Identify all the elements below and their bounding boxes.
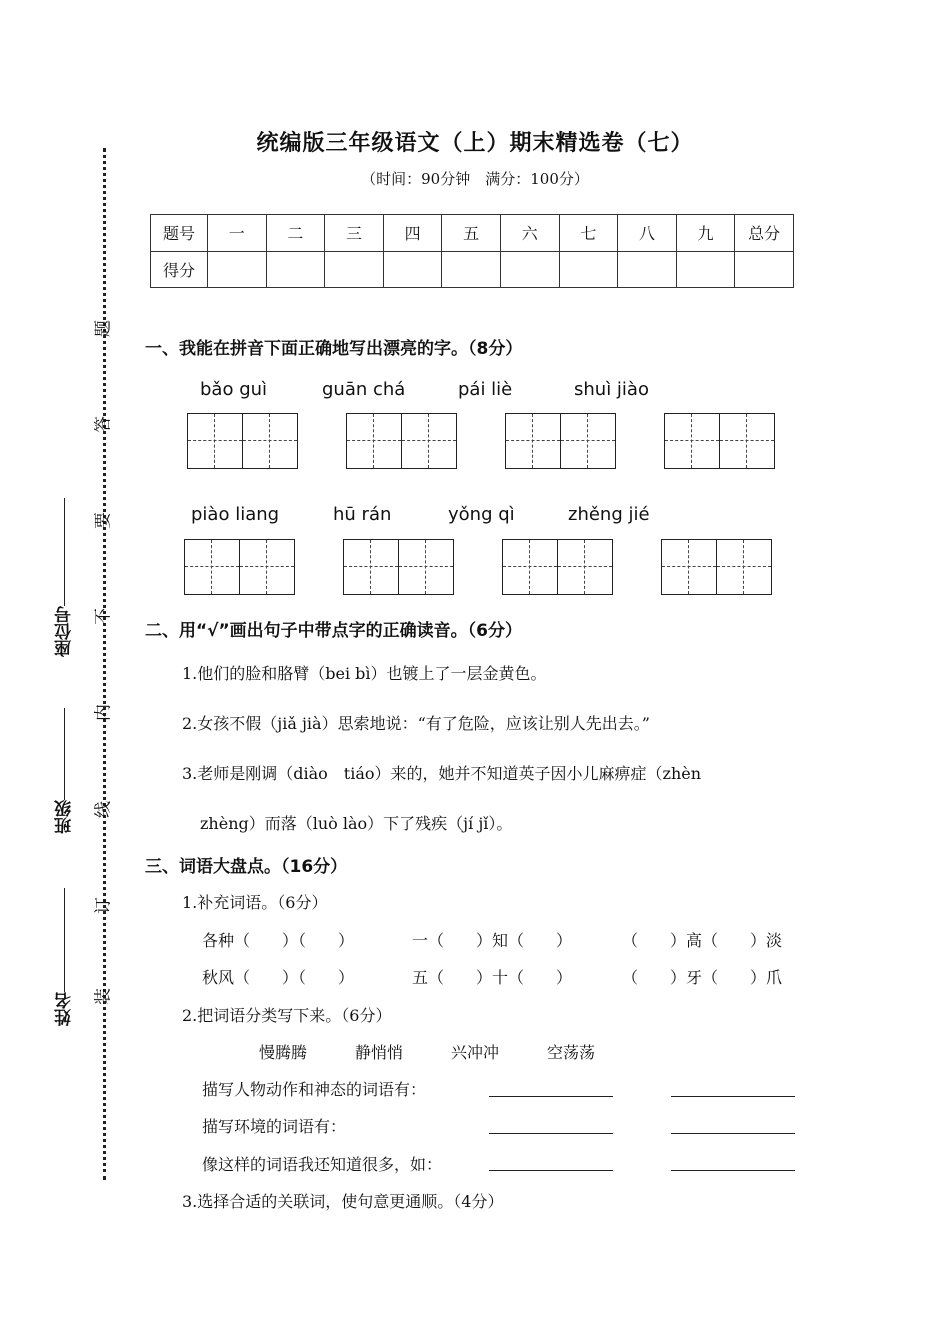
answer-blank[interactable] (489, 1133, 613, 1134)
score-header-cell: 三 (325, 215, 384, 252)
score-header-cell: 六 (500, 215, 559, 252)
score-input-cell[interactable] (442, 251, 501, 288)
page-subtitle: （时间：90分钟 满分：100分） (361, 170, 589, 188)
score-row (151, 251, 794, 288)
binding-char: 题 (93, 320, 114, 337)
pinyin-label: guān chá (322, 379, 406, 400)
word-option: 慢腾腾 (259, 1043, 308, 1062)
writing-grid[interactable] (187, 413, 298, 469)
subquestion-title: 3.选择合适的关联词，使句意更通顺。（4分） (182, 1192, 504, 1211)
score-input-cell[interactable] (208, 251, 267, 288)
name-field[interactable] (52, 888, 77, 1026)
fill-phrase[interactable]: 五（ ）十（ ） (412, 968, 573, 987)
pinyin-label: bǎo guì (200, 379, 268, 400)
subquestion-title: 2.把词语分类写下来。（6分） (182, 1006, 392, 1025)
seat-underline (64, 498, 65, 606)
score-header-cell: 一 (208, 215, 267, 252)
binding-char: 内 (93, 704, 114, 721)
binding-char: 线 (93, 801, 114, 818)
score-header-cell: 九 (676, 215, 735, 252)
section1-heading: 一、我能在拼音下面正确地写出漂亮的字。（8分） (145, 339, 523, 359)
binding-char: 答 (93, 416, 114, 433)
writing-grid[interactable] (343, 539, 454, 595)
pinyin-label: shuì jiào (574, 379, 649, 400)
answer-blank[interactable] (671, 1170, 795, 1171)
pinyin-label: yǒng qì (448, 504, 515, 525)
category-prompt: 描写环境的词语有： (202, 1117, 347, 1136)
subquestion-title: 1.补充词语。（6分） (182, 893, 328, 912)
writing-grid[interactable] (664, 413, 775, 469)
question-item: 3.老师是刚调（diào tiáo）来的，她并不知道英子因小儿麻痹症（zhèn (182, 764, 702, 783)
writing-grid[interactable] (346, 413, 457, 469)
score-input-cell[interactable] (266, 251, 325, 288)
name-underline (64, 888, 65, 992)
writing-grid[interactable] (184, 539, 295, 595)
pinyin-label: piào liang (191, 504, 280, 525)
fill-phrase[interactable]: 一（ ）知（ ） (412, 931, 573, 950)
fill-phrase[interactable]: （ ）牙（ ）爪 (622, 968, 783, 987)
score-header-cell: 七 (559, 215, 618, 252)
word-option: 空荡荡 (547, 1043, 596, 1062)
binding-dotted-line (103, 148, 106, 1180)
answer-blank[interactable] (671, 1096, 795, 1097)
binding-char: 不 (93, 608, 114, 625)
score-input-cell[interactable] (676, 251, 735, 288)
seat-field[interactable] (52, 498, 77, 657)
score-header-cell: 四 (383, 215, 442, 252)
question-item: 1.他们的脸和胳臂（bei bì）也镀上了一层金黄色。 (182, 664, 547, 683)
class-label: 班级 (55, 800, 75, 834)
score-label-cell: 得分 (151, 251, 208, 288)
category-prompt: 描写人物动作和神态的词语有： (202, 1080, 427, 1099)
fill-phrase[interactable]: （ ）高（ ）淡 (622, 931, 783, 950)
score-input-cell[interactable] (383, 251, 442, 288)
answer-blank[interactable] (489, 1170, 613, 1171)
score-input-cell[interactable] (500, 251, 559, 288)
class-underline (64, 708, 65, 800)
fill-phrase[interactable]: 秋风（ ）（ ） (202, 968, 355, 987)
fill-phrase[interactable]: 各种（ ）（ ） (202, 931, 355, 950)
section2-heading: 二、用“√”画出句子中带点字的正确读音。（6分） (145, 621, 523, 641)
score-input-cell[interactable] (735, 251, 794, 288)
writing-grid[interactable] (505, 413, 616, 469)
score-input-cell[interactable] (559, 251, 618, 288)
name-label: 姓名 (55, 992, 75, 1026)
pinyin-label: zhěng jié (568, 504, 650, 525)
score-header-cell: 八 (618, 215, 677, 252)
answer-blank[interactable] (671, 1133, 795, 1134)
score-input-cell[interactable] (325, 251, 384, 288)
page-title: 统编版三年级语文（上）期末精选卷（七） (256, 130, 694, 156)
writing-grid[interactable] (661, 539, 772, 595)
writing-grid[interactable] (502, 539, 613, 595)
score-header-cell: 题号 (151, 215, 208, 252)
word-option: 静悄悄 (355, 1043, 404, 1062)
word-option: 兴冲冲 (451, 1043, 500, 1062)
pinyin-label: hū rán (333, 504, 392, 525)
question-item: 2.女孩不假（jiǎ jià）思索地说：“有了危险，应该让别人先出去。” (182, 714, 650, 733)
question-item: zhèng）而落（luò lào）下了残疾（jí jǐ）。 (200, 814, 513, 833)
section3-heading: 三、词语大盘点。（16分） (145, 857, 348, 877)
score-table (150, 214, 794, 288)
binding-char: 要 (93, 512, 114, 529)
answer-blank[interactable] (489, 1096, 613, 1097)
score-header-row (151, 215, 794, 252)
class-field[interactable] (52, 708, 77, 834)
score-header-cell: 二 (266, 215, 325, 252)
score-input-cell[interactable] (618, 251, 677, 288)
binding-char: 订 (93, 897, 114, 914)
score-header-cell: 总分 (735, 215, 794, 252)
category-prompt: 像这样的词语我还知道很多，如： (202, 1155, 443, 1174)
score-header-cell: 五 (442, 215, 501, 252)
seat-label: 座位号 (55, 606, 75, 657)
pinyin-label: pái liè (458, 379, 513, 400)
binding-char: 装 (93, 988, 114, 1005)
